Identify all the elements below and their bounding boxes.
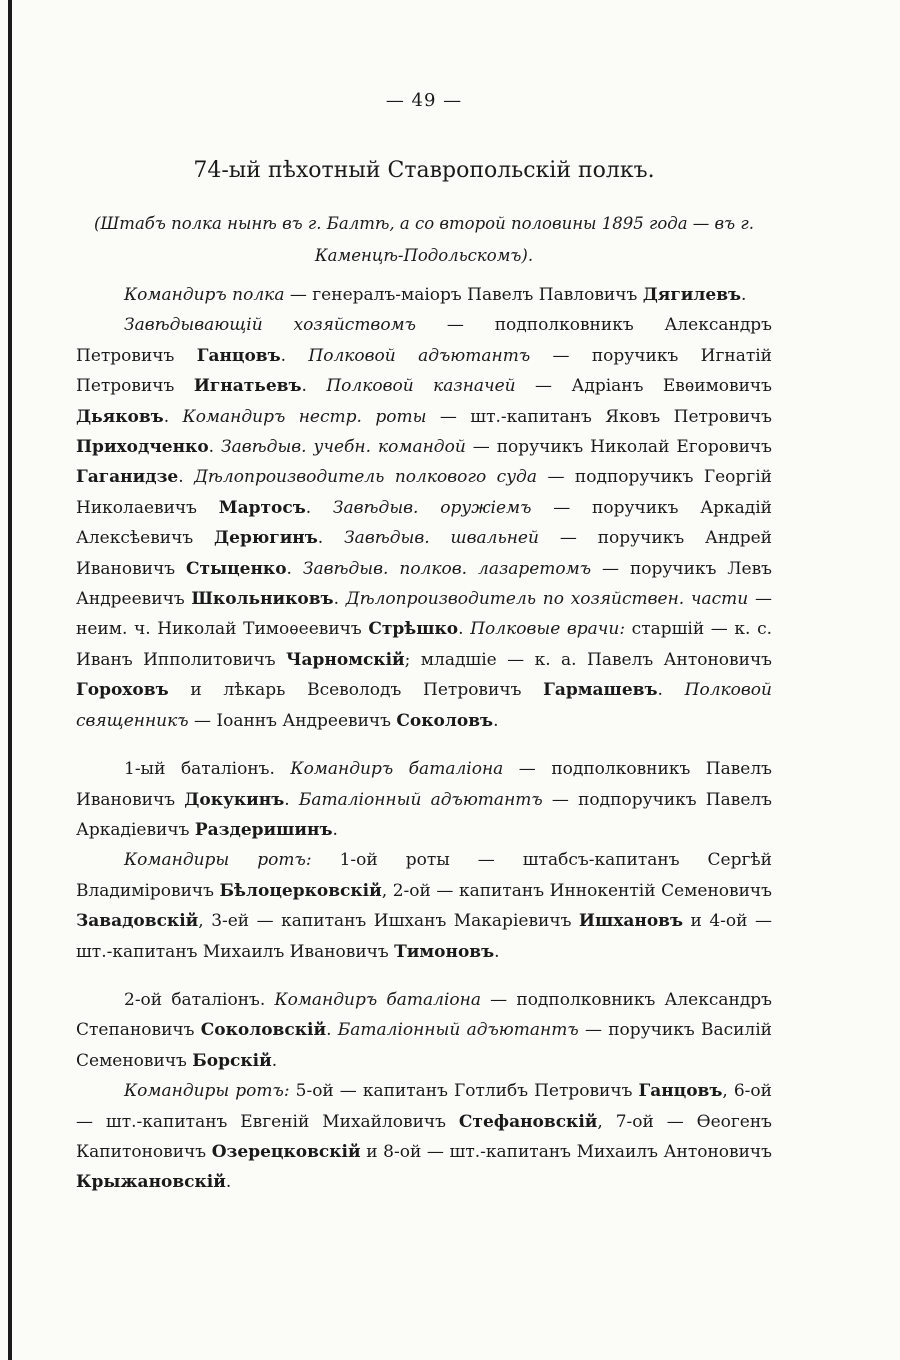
surname: Ганцовъ xyxy=(638,1081,723,1102)
surname: Гороховъ xyxy=(76,680,169,701)
role-label: Баталіонный адъютантъ xyxy=(298,789,543,810)
surname: Гармашевъ xyxy=(543,680,658,701)
text-run: ; младшіе — к. а. Павелъ Антоновичъ xyxy=(404,649,772,670)
surname: Дьяковъ xyxy=(76,406,164,427)
role-label: Командиръ баталіона xyxy=(274,989,481,1010)
page-number: — 49 — xyxy=(385,90,463,111)
text-run: — поручикъ Андрей Ивановичъ xyxy=(76,528,772,579)
role-label: Завѣдывающій хозяйствомъ xyxy=(124,315,416,336)
surname: Школьниковъ xyxy=(191,589,334,610)
text-run: — Адріанъ Евѳимовичъ xyxy=(515,376,772,397)
scan-edge-line xyxy=(8,0,12,1360)
text-run: . xyxy=(178,467,195,488)
text-run: 1-ой роты — штабсъ-капитанъ Сергѣй Владиміровичъ xyxy=(76,850,772,901)
text-run: — поручикъ Аркадій Алексѣевичъ xyxy=(76,497,773,549)
text-run: — поручикъ Игнатій Петровичъ xyxy=(76,345,772,397)
role-label: Завѣдыв. оружіемъ xyxy=(332,497,532,518)
surname: Крыжановскій xyxy=(76,1172,226,1193)
role-label: Дѣлопроизводитель полкового суда xyxy=(194,467,537,488)
text-run: и 8-ой — шт.-капитанъ Михаилъ Антоновичъ xyxy=(360,1141,772,1162)
text-run: , 7-ой — Ѳеогенъ Капитоновичъ xyxy=(76,1111,772,1162)
text-run: . xyxy=(317,528,345,549)
document-body xyxy=(76,280,772,1198)
surname: Гаганидзе xyxy=(76,467,179,488)
text-run: , 2-ой — капитанъ Иннокентій Семеновичъ xyxy=(381,880,772,901)
role-label: Полковой адъютантъ xyxy=(308,345,531,366)
role-label: Завѣдыв. полков. лазаретомъ xyxy=(302,558,592,579)
text-run: . xyxy=(301,376,327,397)
text-run: , 6-ой — шт.-капитанъ Евгеній Михайловичъ xyxy=(76,1081,772,1132)
paragraph xyxy=(76,985,772,1076)
text-run: 5-ой — капитанъ Готлибъ Петровичъ xyxy=(289,1081,639,1102)
surname: Ишхановъ xyxy=(578,911,684,932)
text-run: — неим. ч. Николай Тимоѳеевичъ xyxy=(76,589,772,640)
text-run: — подполковникъ Александръ Степановичъ xyxy=(76,989,772,1041)
text-run: . xyxy=(741,285,747,305)
text-run: , 3-ей — капитанъ Ишханъ Макаріевичъ xyxy=(198,911,579,932)
text-run: 1-ый баталіонъ. xyxy=(124,759,291,780)
text-run: . xyxy=(271,1050,278,1071)
paragraph xyxy=(76,845,772,967)
surname: Соколовскій xyxy=(200,1020,327,1041)
title-subnote: (Штабъ полка нынѣ въ г. Балтѣ, а со второй половины 1895 года — въ г. Каменцѣ-Подольскомъ). xyxy=(94,214,754,265)
text-run: . xyxy=(225,1172,232,1193)
paragraph xyxy=(76,280,772,310)
text-run: . xyxy=(494,941,500,962)
text-run: . xyxy=(305,497,333,518)
surname: Тимоновъ xyxy=(394,941,495,962)
text-run: — поручикъ Николай Егоровичъ xyxy=(465,437,772,458)
text-run: — подполковникъ Александръ Петровичъ xyxy=(76,315,773,366)
text-run: . xyxy=(326,1020,338,1041)
surname: Чарномскій xyxy=(285,649,405,670)
text-run: — подполковникъ Павелъ Ивановичъ xyxy=(76,759,772,810)
surname: Борскій xyxy=(192,1050,272,1071)
text-run: . xyxy=(163,406,183,427)
text-run: — подпоручикъ Павелъ Аркадіевичъ xyxy=(76,789,772,840)
text-run: старшій — к. с. Иванъ Ипполитовичъ xyxy=(76,619,773,670)
role-label: Полковые врачи: xyxy=(470,619,626,640)
role-label: Дѣлопроизводитель по хозяйствен. части xyxy=(345,589,749,610)
surname: Стрѣшко xyxy=(368,619,459,640)
text-run: — подпоручикъ Георгій Николаевичъ xyxy=(76,467,772,518)
role-label: Командиры ротъ: xyxy=(124,1081,290,1102)
paragraph xyxy=(76,310,772,736)
text-run: — поручикъ Левъ Андреевичъ xyxy=(76,558,772,610)
text-run: — поручикъ Василій Семеновичъ xyxy=(76,1020,772,1071)
text-run: . xyxy=(332,819,338,840)
surname: Мартосъ xyxy=(218,497,306,518)
text-run: 2-ой баталіонъ. xyxy=(124,989,275,1010)
role-label: Полковой казначей xyxy=(326,376,516,397)
surname: Стыценко xyxy=(186,558,287,579)
role-label: Командиръ полка xyxy=(124,285,285,305)
surname: Бѣлоцерковскій xyxy=(219,880,382,901)
text-run: . xyxy=(657,680,685,701)
surname: Игнатьевъ xyxy=(193,376,302,397)
text-run: . xyxy=(284,789,299,810)
surname: Дерюгинъ xyxy=(214,528,318,549)
role-label: Завѣдыв. учебн. командой xyxy=(221,437,466,458)
role-label: Командиръ баталіона xyxy=(290,759,504,780)
text-run: — генералъ-маіоръ Павелъ Павловичъ xyxy=(284,285,643,305)
role-label: Полковой священникъ xyxy=(76,680,772,731)
role-label: Баталіонный адъютантъ xyxy=(337,1020,579,1041)
text-run: — шт.-капитанъ Яковъ Петровичъ xyxy=(426,406,772,427)
surname: Раздеришинъ xyxy=(194,819,333,840)
surname: Стефановскій xyxy=(458,1111,598,1132)
text-run: . xyxy=(333,589,346,610)
paragraph xyxy=(76,754,772,845)
text-run: — Іоаннъ Андреевичъ xyxy=(188,710,397,731)
text-run: . xyxy=(286,558,303,579)
surname: Докукинъ xyxy=(184,789,285,810)
surname: Дягилевъ xyxy=(642,285,742,305)
surname: Ганцовъ xyxy=(196,345,281,366)
text-run: . xyxy=(493,710,499,731)
paragraph xyxy=(76,1076,772,1198)
role-label: Завѣдыв. швальней xyxy=(344,528,539,549)
role-label: Командиръ нестр. роты xyxy=(182,406,427,427)
text-run: . xyxy=(280,345,309,366)
surname: Завадовскій xyxy=(76,911,199,932)
text-run: . xyxy=(208,437,222,458)
surname: Озерецковскій xyxy=(211,1141,361,1162)
page-title: 74-ый пѣхотный Ставропольскій полкъ. xyxy=(193,158,655,183)
role-label: Командиры ротъ: xyxy=(124,850,312,871)
text-run: и лѣкарь Всеволодъ Петровичъ xyxy=(168,680,544,701)
surname: Соколовъ xyxy=(396,710,494,731)
surname: Приходченко xyxy=(76,437,209,458)
text-run: и 4-ой — шт.-капитанъ Михаилъ Ивановичъ xyxy=(76,911,772,962)
text-run: . xyxy=(458,619,471,640)
